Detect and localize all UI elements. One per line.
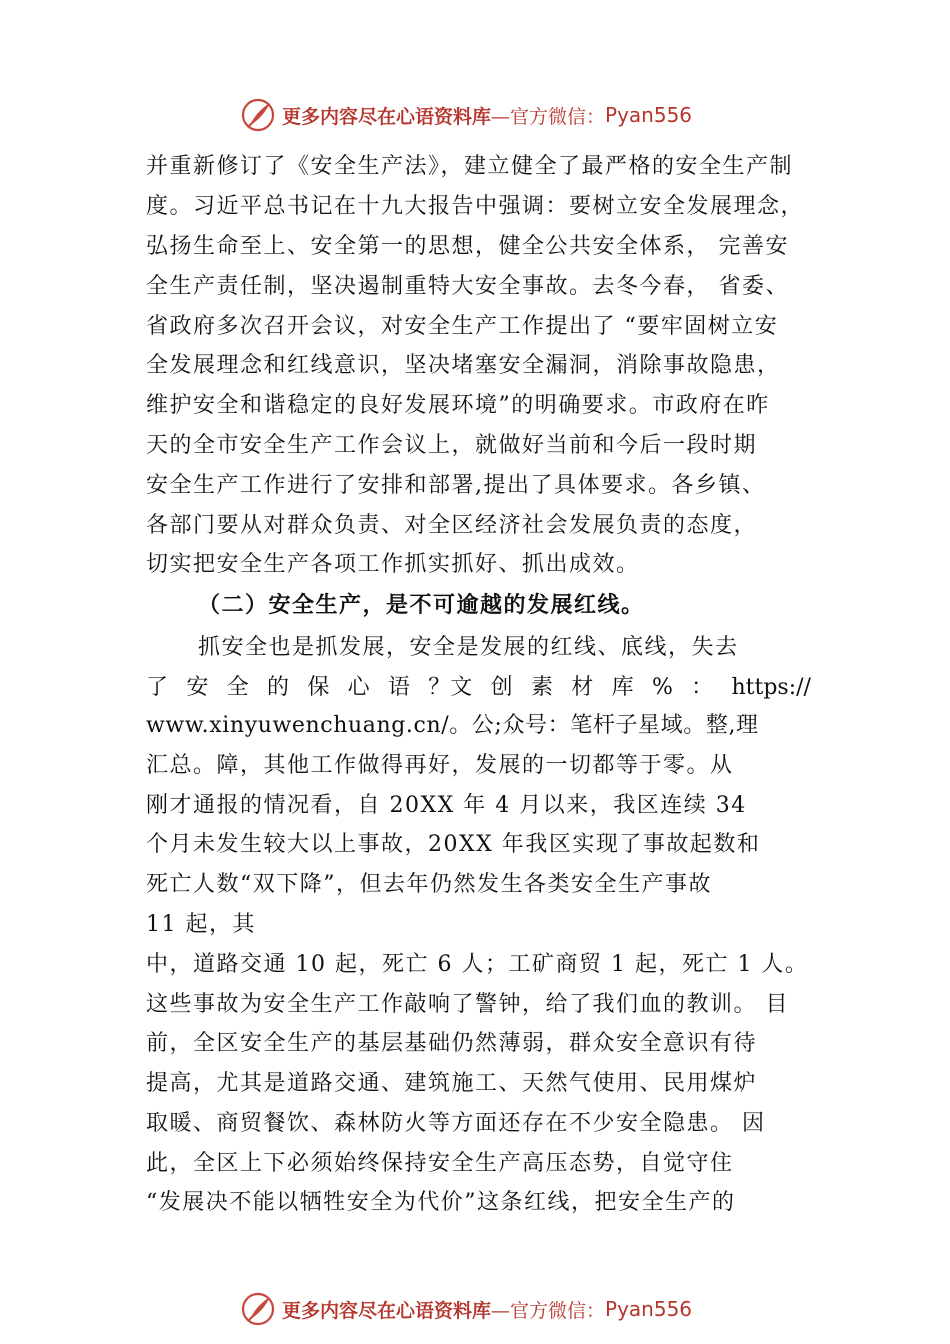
body-line-4: 全生产责任制，坚决遏制重特大安全事故。去冬今春， 省委、: [146, 274, 789, 299]
spread-word: ？文: [428, 675, 473, 700]
quill-logo-icon: [240, 1291, 276, 1327]
body-line-15: www.xinyuwenchuang.cn/。公;众号：笔杆子星域。整,理: [146, 713, 759, 738]
footer-banner: [240, 1289, 692, 1329]
body-line-26: 此，全区上下必须始终保持安全生产高压态势，自觉守住: [146, 1151, 734, 1176]
body-line-27: “发展决不能以牺牲安全为代价”这条红线，把安全生产的: [146, 1190, 736, 1215]
spread-word: %: [651, 675, 673, 700]
body-line-8: 天的全市安全生产工作会议上，就做好当前和今后一段时期: [146, 433, 758, 458]
body-line-6: 全发展理念和红线意识，坚决堵塞安全漏洞，消除事故隐患，: [146, 353, 781, 378]
body-line-9: 安全生产工作进行了安排和部署,提出了具体要求。各乡镇、: [146, 473, 766, 498]
banner-lead-text: 更多内容尽在心语资料库: [282, 105, 492, 128]
body-line-10: 各部门要从对群众负责、对全区经济社会发展负责的态度，: [146, 513, 758, 538]
body-line-24: 提高，尤其是道路交通、建筑施工、天然气使用、民用煤炉: [146, 1071, 758, 1096]
spread-word: 保: [307, 675, 330, 700]
spread-word: 安: [186, 675, 209, 700]
banner-wechat-handle: Pyan556: [605, 103, 693, 127]
banner-tail-text: —官方微信：: [491, 1299, 606, 1322]
body-line-1: 并重新修订了《安全生产法》，建立健全了最严格的安全生产制: [146, 154, 794, 179]
spread-word: 的: [266, 675, 289, 700]
body-line-19: 死亡人数“双下降”，但去年仍然发生各类安全生产事故: [146, 872, 712, 897]
body-line-spread: [146, 673, 811, 703]
spread-word: 全: [226, 675, 249, 700]
body-line-3: 弘扬生命至上、安全第一的思想，健全公共安全体系， 完善安: [146, 234, 789, 259]
body-line-11: 切实把安全生产各项工作抓实抓好、抓出成效。: [146, 552, 640, 577]
banner-wechat-handle: Pyan556: [605, 1297, 693, 1321]
spread-word: 创: [490, 675, 513, 700]
body-line-17: 刚才通报的情况看，自 20XX 年 4 月以来，我区连续 34: [146, 793, 747, 818]
body-line-16: 汇总。障，其他工作做得再好，发展的一切都等于零。从: [146, 753, 734, 778]
body-line-25: 取暖、商贸餐饮、森林防火等方面还存在不少安全隐患。 因: [146, 1111, 766, 1136]
body-line-13: 抓安全也是抓发展，安全是发展的红线、底线，失去: [198, 635, 739, 660]
spread-word: ：: [691, 675, 714, 700]
body-line-5: 省政府多次召开会议，对安全生产工作提出了 “要牢固树立安: [146, 314, 779, 339]
body-line-23: 前，全区安全生产的基层基础仍然薄弱，群众安全意识有待: [146, 1031, 758, 1056]
spread-word: 语: [387, 675, 410, 700]
body-line-7: 维护安全和谐稳定的良好发展环境”的明确要求。市政府在昨: [146, 393, 770, 418]
spread-word: 心: [347, 675, 370, 700]
spread-word: 材: [571, 675, 594, 700]
body-line-20: 11 起，其: [146, 912, 256, 937]
spread-word: 素: [530, 675, 553, 700]
banner-tail-text: —官方微信：: [491, 105, 606, 128]
section-heading: （二）安全生产，是不可逾越的发展红线。: [198, 592, 645, 618]
body-line-21: 中，道路交通 10 起，死亡 6 人；工矿商贸 1 起，死亡 1 人。: [146, 952, 809, 977]
spread-word: https://: [731, 675, 811, 700]
header-banner: [240, 95, 692, 135]
spread-word: 了: [146, 675, 169, 700]
body-line-18: 个月未发生较大以上事故，20XX 年我区实现了事故起数和: [146, 832, 761, 857]
banner-lead-text: 更多内容尽在心语资料库: [282, 1299, 492, 1322]
quill-logo-icon: [240, 97, 276, 133]
body-line-22: 这些事故为安全生产工作敲响了警钟，给了我们血的教训。 目: [146, 992, 789, 1017]
spread-word: 库: [611, 675, 634, 700]
body-line-2: 度。习近平总书记在十九大报告中强调：要树立安全发展理念，: [146, 194, 805, 219]
